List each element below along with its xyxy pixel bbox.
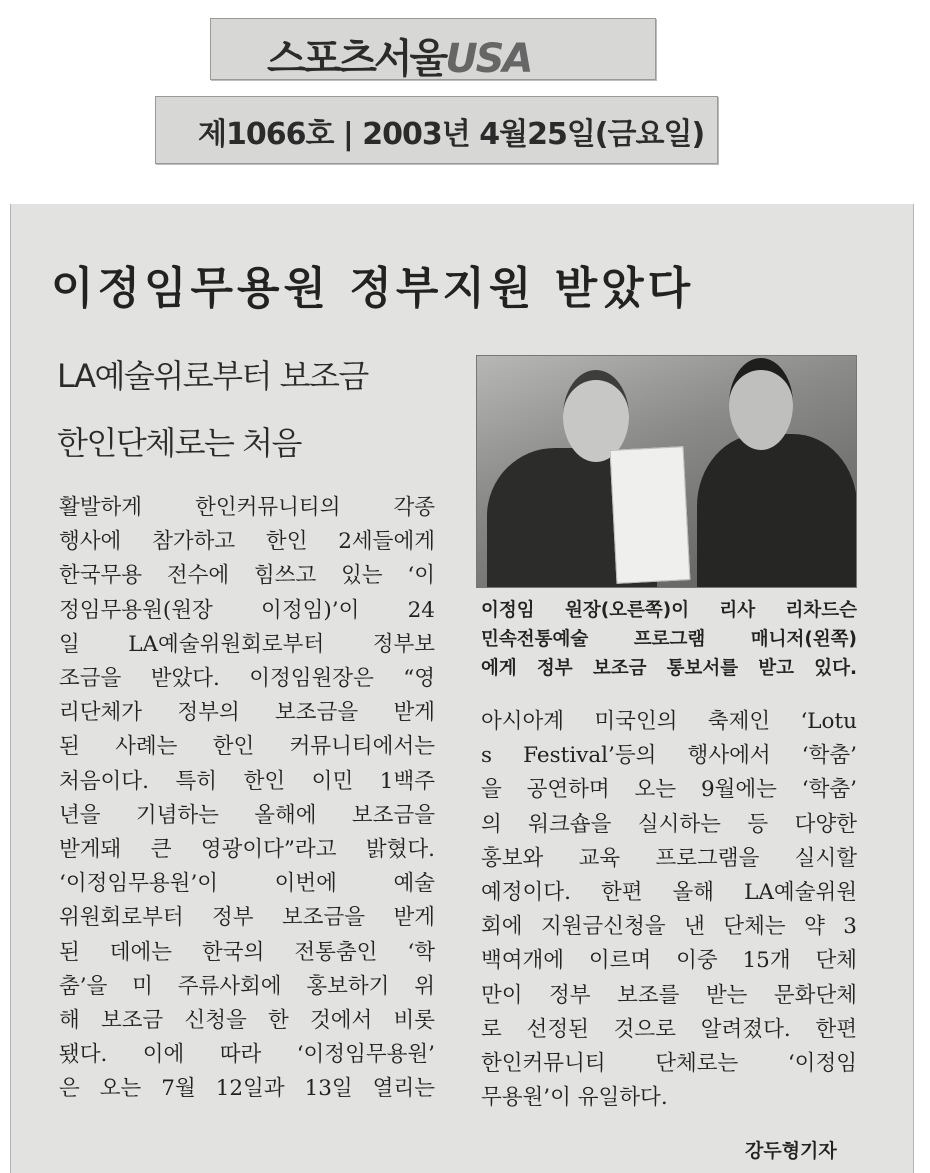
body-line: 된 데에는 한국의 전통춤인 ‘학 [59, 939, 435, 965]
article-headline: 이정임무용원 정부지원 받았다 [51, 263, 695, 314]
masthead-title-usa: USA [445, 36, 532, 82]
body-line: 한국무용 전수에 힘쓰고 있는 ‘이 [59, 563, 435, 589]
body-line: 된 사례는 한인 커뮤니티에서는 [59, 734, 435, 760]
body-line: 행사에 참가하고 한인 2세들에게 [59, 529, 435, 555]
body-line: 은 오는 7월 12일과 13일 열리는 [59, 1076, 435, 1102]
body-line: 리단체가 정부의 보조금을 받게 [59, 700, 435, 726]
article-subhead-1: LA예술위로부터 보조금 [57, 357, 368, 395]
body-line: 해 보조금 신청을 한 것에서 비롯 [59, 1008, 435, 1034]
body-line: 회에 지원금신청을 낸 단체는 약 3 [481, 914, 857, 940]
photo-person-right-head [729, 358, 793, 450]
article-photo [476, 355, 857, 588]
photo-person-right-body [697, 434, 857, 588]
article-clipping [10, 204, 914, 1173]
body-line: 일 LA예술위원회로부터 정부보 [59, 631, 435, 657]
body-line: 아시아계 미국인의 축제인 ‘Lotu [481, 709, 857, 734]
caption-line: 에게 정부 보조금 통보서를 받고 있다. [481, 658, 857, 679]
caption-line: 민속전통예술 프로그램 매니저(왼쪽) [481, 629, 857, 650]
body-line: 활발하게 한인커뮤니티의 각종 [59, 495, 435, 520]
body-line: 처음이다. 특히 한인 이민 1백주 [59, 768, 435, 794]
body-line: 로 선정된 것으로 알려졌다. 한편 [481, 1016, 857, 1042]
body-line: 정임무용원(원장 이정임)’이 24 [59, 597, 435, 623]
masthead-title-main: 스포츠서울 [267, 36, 446, 82]
dateline-strip [155, 96, 718, 164]
body-line: 년을 기념하는 올해에 보조금을 [59, 802, 435, 828]
caption-line: 이정임 원장(오른쪽)이 리사 리차드슨 [481, 600, 857, 621]
body-line: 받게돼 큰 영광이다”라고 밝혔다. [59, 837, 435, 863]
article-body-right-column [481, 705, 857, 1115]
body-line: 의 워크숍을 실시하는 등 다양한 [481, 811, 857, 837]
body-line: 위원회로부터 정부 보조금을 받게 [59, 905, 435, 931]
body-line: 됐다. 이에 따라 ‘이정임무용원’ [59, 1042, 435, 1068]
body-line: ‘이정임무용원’이 이번에 예술 [59, 871, 435, 897]
masthead-title [267, 27, 531, 84]
masthead-strip [210, 18, 656, 80]
body-line: 한인커뮤니티 단체로는 ‘이정임 [481, 1051, 857, 1077]
article-body-left-column [59, 491, 435, 1107]
body-line: 만이 정부 보조를 받는 문화단체 [481, 982, 857, 1008]
article-byline: 강두형기자 [745, 1140, 837, 1162]
photo-caption [481, 596, 857, 683]
article-subhead-2: 한인단체로는 처음 [57, 424, 301, 462]
body-line: 조금을 받았다. 이정임원장은 “영 [59, 666, 435, 692]
body-line: 춤’을 미 주류사회에 홍보하기 위 [59, 973, 435, 999]
photo-certificate [610, 446, 691, 584]
body-line: 예정이다. 한편 올해 LA예술위원 [481, 880, 857, 906]
body-line: 을 공연하며 오는 9월에는 ‘학춤’ [481, 777, 857, 803]
issue-dateline: 제1066호 | 2003년 4월25일(금요일) [198, 117, 705, 152]
body-line: 백여개에 이르며 이중 15개 단체 [481, 948, 857, 974]
photo-person-left-head [563, 370, 629, 462]
body-line-last: 무용원’이 유일하다. [481, 1085, 668, 1111]
body-line: 홍보와 교육 프로그램을 실시할 [481, 845, 857, 871]
body-line: s Festival’등의 행사에서 ‘학춤’ [481, 743, 857, 769]
